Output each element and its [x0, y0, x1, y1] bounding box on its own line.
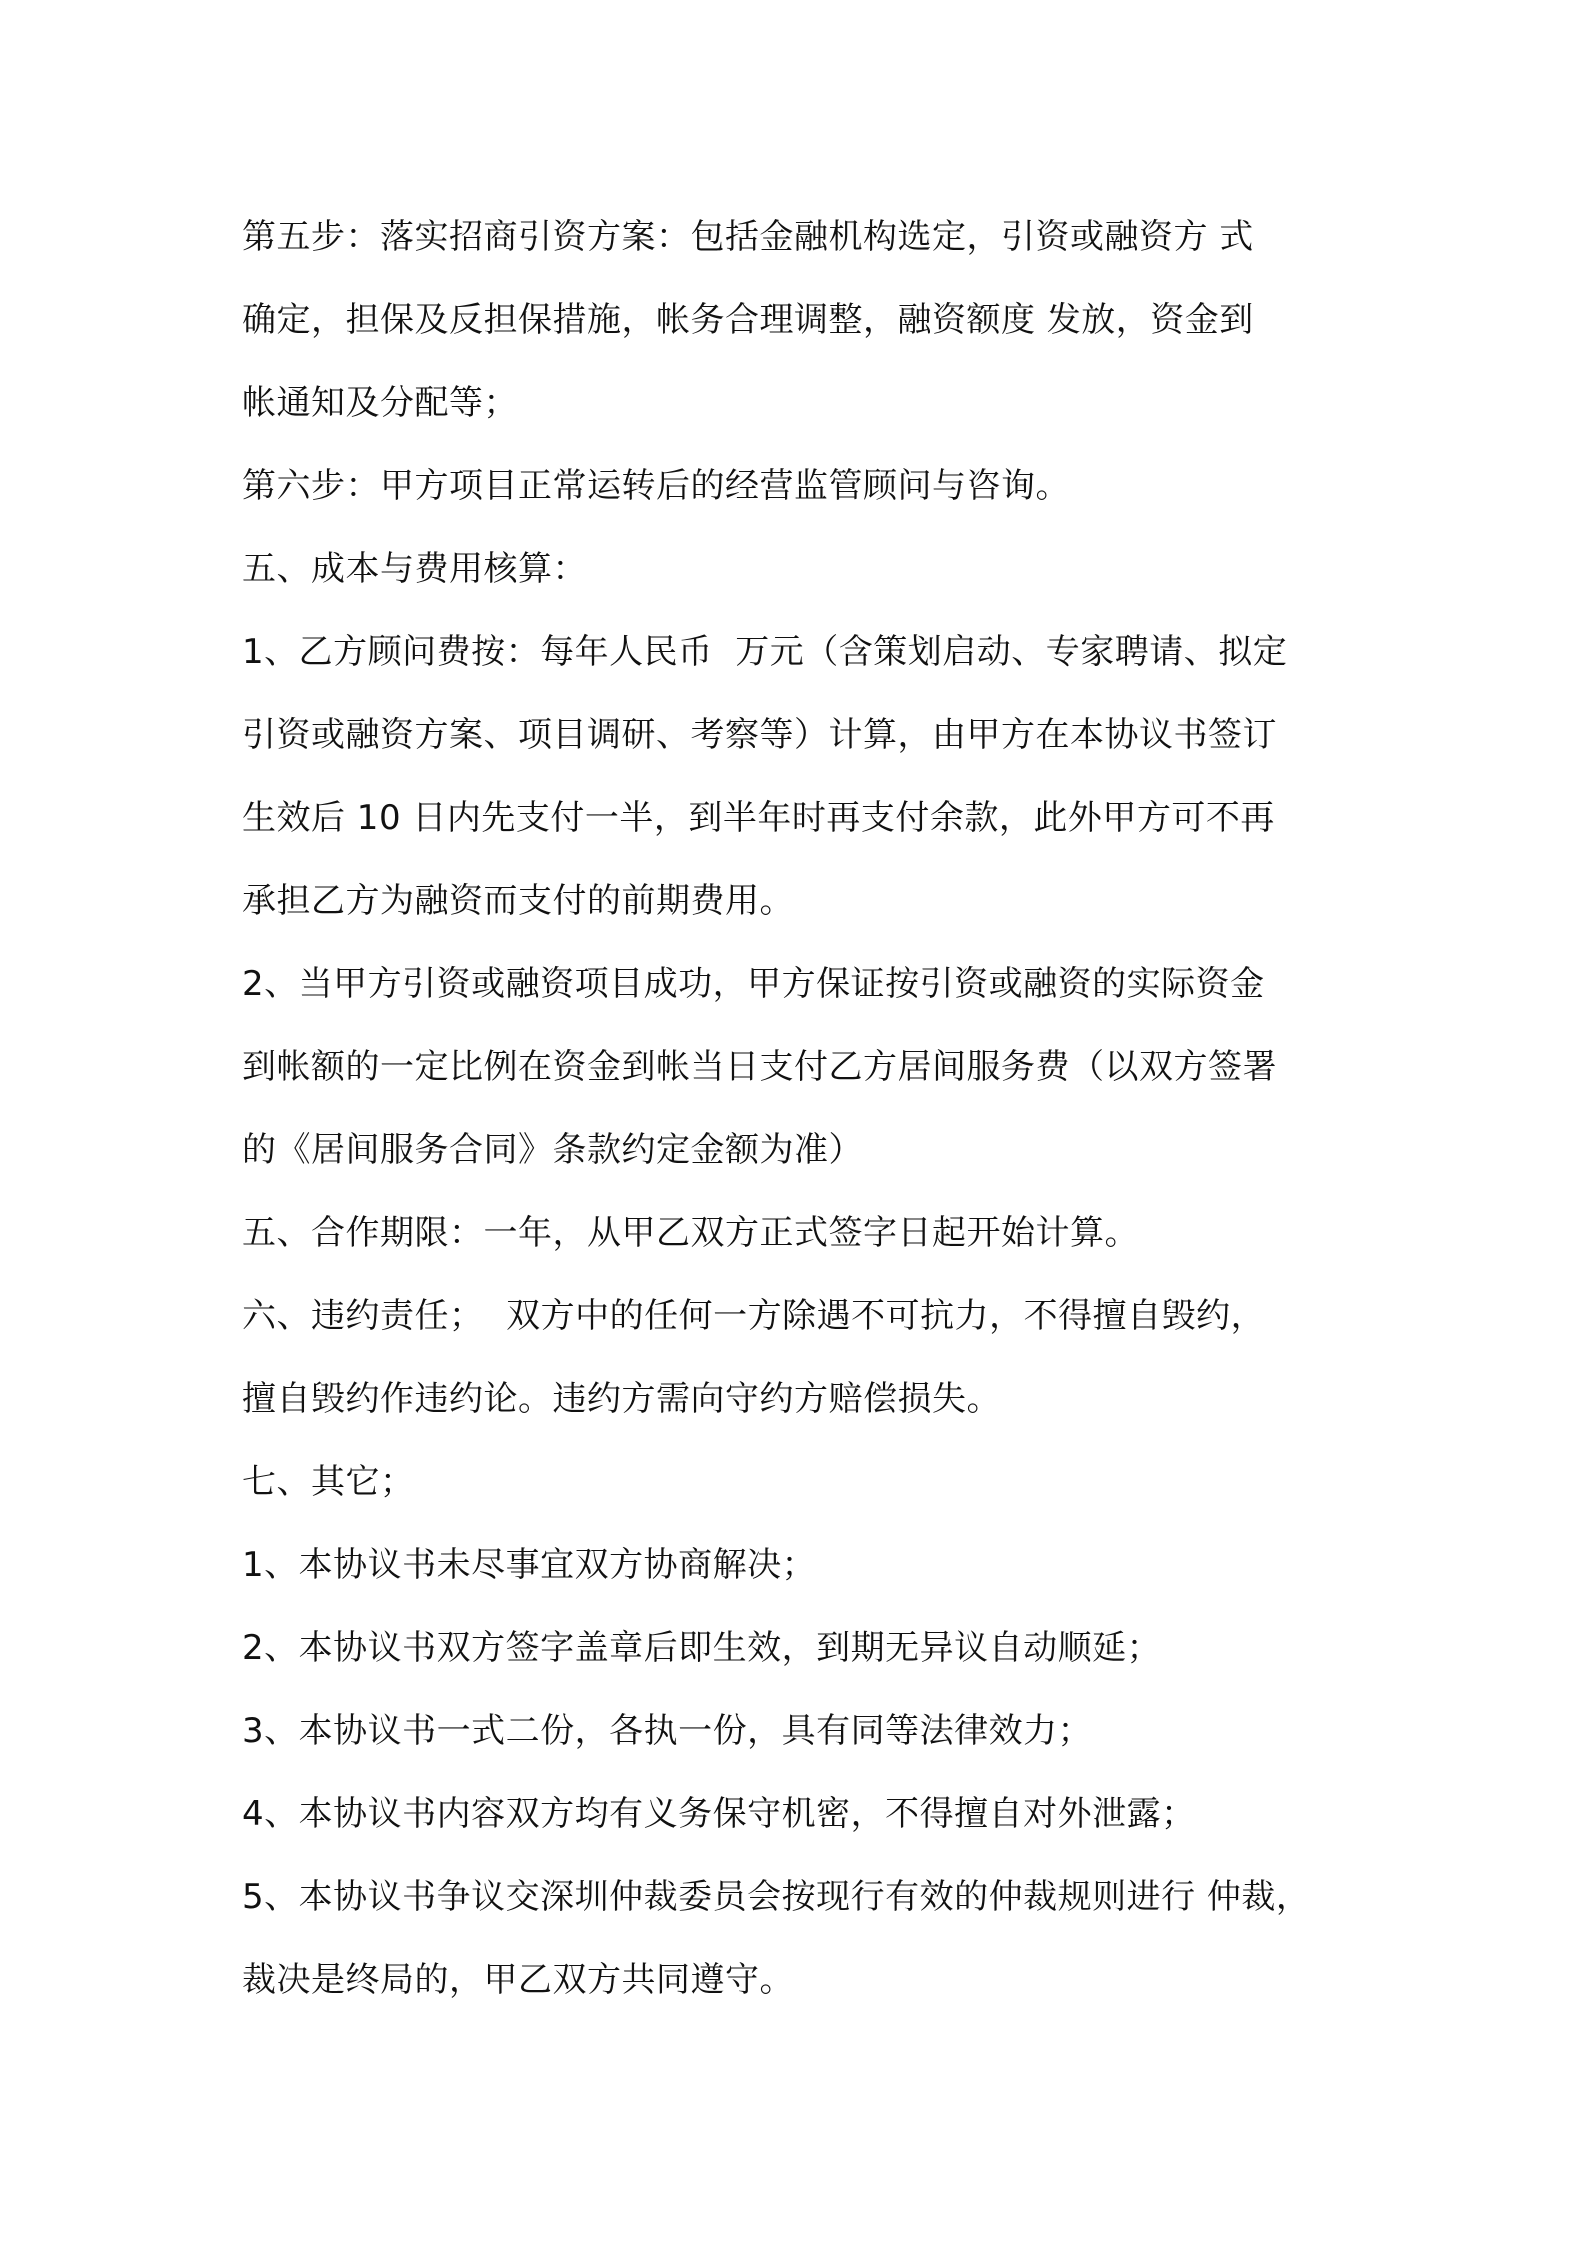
text-line: 确定，担保及反担保措施，帐务合理调整，融资额度 发放，资金到 — [242, 300, 1254, 340]
section-heading: 五、成本与费用核算： — [242, 549, 587, 589]
text-line: 1、乙方顾问费按：每年人民币 万元（含策划启动、专家聘请、拟定 — [242, 632, 1288, 672]
document-body — [242, 196, 1352, 2022]
list-item: 5、本协议书争议交深圳仲裁委员会按现行有效的仲裁规则进行 仲裁， — [242, 1877, 1311, 1917]
text-line: 第五步：落实招商引资方案：包括金融机构选定，引资或融资方 式 — [242, 217, 1254, 257]
list-item: 3、本协议书一式二份，各执一份，具有同等法律效力； — [242, 1711, 1093, 1751]
list-item: 1、本协议书未尽事宜双方协商解决； — [242, 1545, 817, 1585]
list-item: 2、本协议书双方签字盖章后即生效，到期无异议自动顺延； — [242, 1628, 1162, 1668]
section-heading: 六、违约责任； 双方中的任何一方除遇不可抗力，不得擅自毁约， — [242, 1296, 1266, 1336]
list-item: 4、本协议书内容双方均有义务保守机密，不得擅自对外泄露； — [242, 1794, 1196, 1834]
text-line: 到帐额的一定比例在资金到帐当日支付乙方居间服务费（以双方签署 — [242, 1047, 1277, 1087]
section-heading: 五、合作期限：一年，从甲乙双方正式签字日起开始计算。 — [242, 1213, 1139, 1253]
section-heading: 七、其它； — [242, 1462, 415, 1502]
text-line: 2、当甲方引资或融资项目成功，甲方保证按引资或融资的实际资金 — [242, 964, 1265, 1004]
text-line: 引资或融资方案、项目调研、考察等）计算，由甲方在本协议书签订 — [242, 715, 1277, 755]
text-line: 帐通知及分配等； — [242, 383, 518, 423]
text-line: 第六步：甲方项目正常运转后的经营监管顾问与咨询。 — [242, 466, 1070, 506]
text-line: 承担乙方为融资而支付的前期费用。 — [242, 881, 794, 921]
text-line: 擅自毁约作违约论。违约方需向守约方赔偿损失。 — [242, 1379, 1001, 1419]
text-line: 裁决是终局的，甲乙双方共同遵守。 — [242, 1960, 794, 2000]
text-line: 的《居间服务合同》条款约定金额为准） — [242, 1130, 863, 1170]
text-line: 生效后 10 日内先支付一半，到半年时再支付余款，此外甲方可不再 — [242, 798, 1275, 838]
